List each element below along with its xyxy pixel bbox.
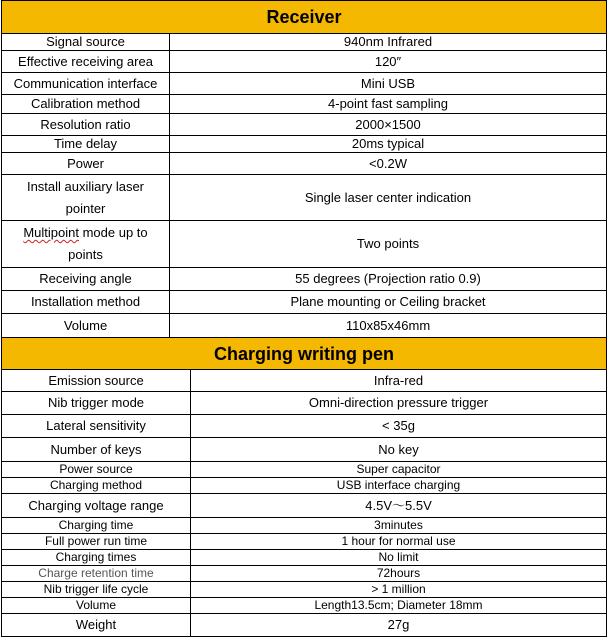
table-row (2, 566, 607, 582)
table-row (2, 153, 607, 175)
table-row (2, 73, 607, 95)
table-row (2, 415, 607, 438)
spec-value: 2000×1500 (170, 114, 607, 136)
table-row (2, 438, 607, 462)
spec-label: Number of keys (2, 438, 191, 462)
spec-label: Signal source (2, 34, 170, 51)
spec-value: 110x85x46mm (170, 314, 607, 338)
table-row (2, 478, 607, 494)
spec-value: No key (191, 438, 607, 462)
spec-label: Charging time (2, 518, 191, 534)
table-row (2, 34, 607, 51)
spec-value: 1 hour for normal use (191, 534, 607, 550)
spec-label: Communication interface (2, 73, 170, 95)
table-row (2, 136, 607, 153)
spec-value: 72hours (191, 566, 607, 582)
table-row (2, 291, 607, 314)
spec-value: Super capacitor (191, 462, 607, 478)
table-row (2, 582, 607, 598)
spec-label: Charge retention time (2, 566, 191, 582)
spec-label: Power (2, 153, 170, 175)
pen-title: Charging writing pen (2, 338, 607, 370)
spec-label: Weight (2, 614, 191, 637)
spec-value: 940nm Infrared (170, 34, 607, 51)
spec-label: Volume (2, 598, 191, 614)
receiver-title: Receiver (2, 1, 607, 34)
spec-value: <0.2W (170, 153, 607, 175)
spec-value: > 1 million (191, 582, 607, 598)
spec-label: Resolution ratio (2, 114, 170, 136)
spec-value: 4-point fast sampling (170, 95, 607, 114)
table-row (2, 534, 607, 550)
spec-value: USB interface charging (191, 478, 607, 494)
spec-label-rest: mode up to points (68, 225, 148, 262)
spec-label: Lateral sensitivity (2, 415, 191, 438)
spec-value: 3minutes (191, 518, 607, 534)
table-row (2, 392, 607, 415)
table-row (2, 95, 607, 114)
spec-value: 27g (191, 614, 607, 637)
table-row (2, 175, 607, 221)
pen-table (1, 337, 607, 637)
spec-value: Infra-red (191, 370, 607, 392)
table-row (2, 550, 607, 566)
spec-label: Receiving angle (2, 268, 170, 291)
spec-label: Install auxiliary laser pointer (2, 175, 170, 221)
table-row (2, 51, 607, 73)
spec-label: Charging method (2, 478, 191, 494)
spec-label: Time delay (2, 136, 170, 153)
spec-label: Charging times (2, 550, 191, 566)
pen-header-row (2, 338, 607, 370)
spec-label: Calibration method (2, 95, 170, 114)
spec-value: 55 degrees (Projection ratio 0.9) (170, 268, 607, 291)
spec-value: Mini USB (170, 73, 607, 95)
table-row (2, 314, 607, 338)
table-row (2, 462, 607, 478)
spec-value: < 35g (191, 415, 607, 438)
receiver-header-row (2, 1, 607, 34)
spec-label: Installation method (2, 291, 170, 314)
spec-value: Two points (170, 221, 607, 268)
spec-label (2, 221, 170, 268)
table-row (2, 221, 607, 268)
table-row (2, 114, 607, 136)
spec-value: Plane mounting or Ceiling bracket (170, 291, 607, 314)
spec-label: Power source (2, 462, 191, 478)
table-row (2, 614, 607, 637)
receiver-table (1, 0, 607, 338)
spec-value: 120″ (170, 51, 607, 73)
spec-value: 4.5V～5.5V (191, 494, 607, 518)
table-row (2, 598, 607, 614)
spec-label: Nib trigger mode (2, 392, 191, 415)
table-row (2, 370, 607, 392)
spec-value: No limit (191, 550, 607, 566)
table-row (2, 494, 607, 518)
spellcheck-word: Multipoint (23, 225, 79, 240)
spec-value: 20ms typical (170, 136, 607, 153)
table-row (2, 518, 607, 534)
spec-label: Nib trigger life cycle (2, 582, 191, 598)
spec-label: Emission source (2, 370, 191, 392)
table-row (2, 268, 607, 291)
spec-value: Length13.5cm; Diameter 18mm (191, 598, 607, 614)
spec-value: Omni-direction pressure trigger (191, 392, 607, 415)
spec-label: Volume (2, 314, 170, 338)
spec-label: Full power run time (2, 534, 191, 550)
spec-label: Charging voltage range (2, 494, 191, 518)
spec-label: Effective receiving area (2, 51, 170, 73)
spec-value: Single laser center indication (170, 175, 607, 221)
